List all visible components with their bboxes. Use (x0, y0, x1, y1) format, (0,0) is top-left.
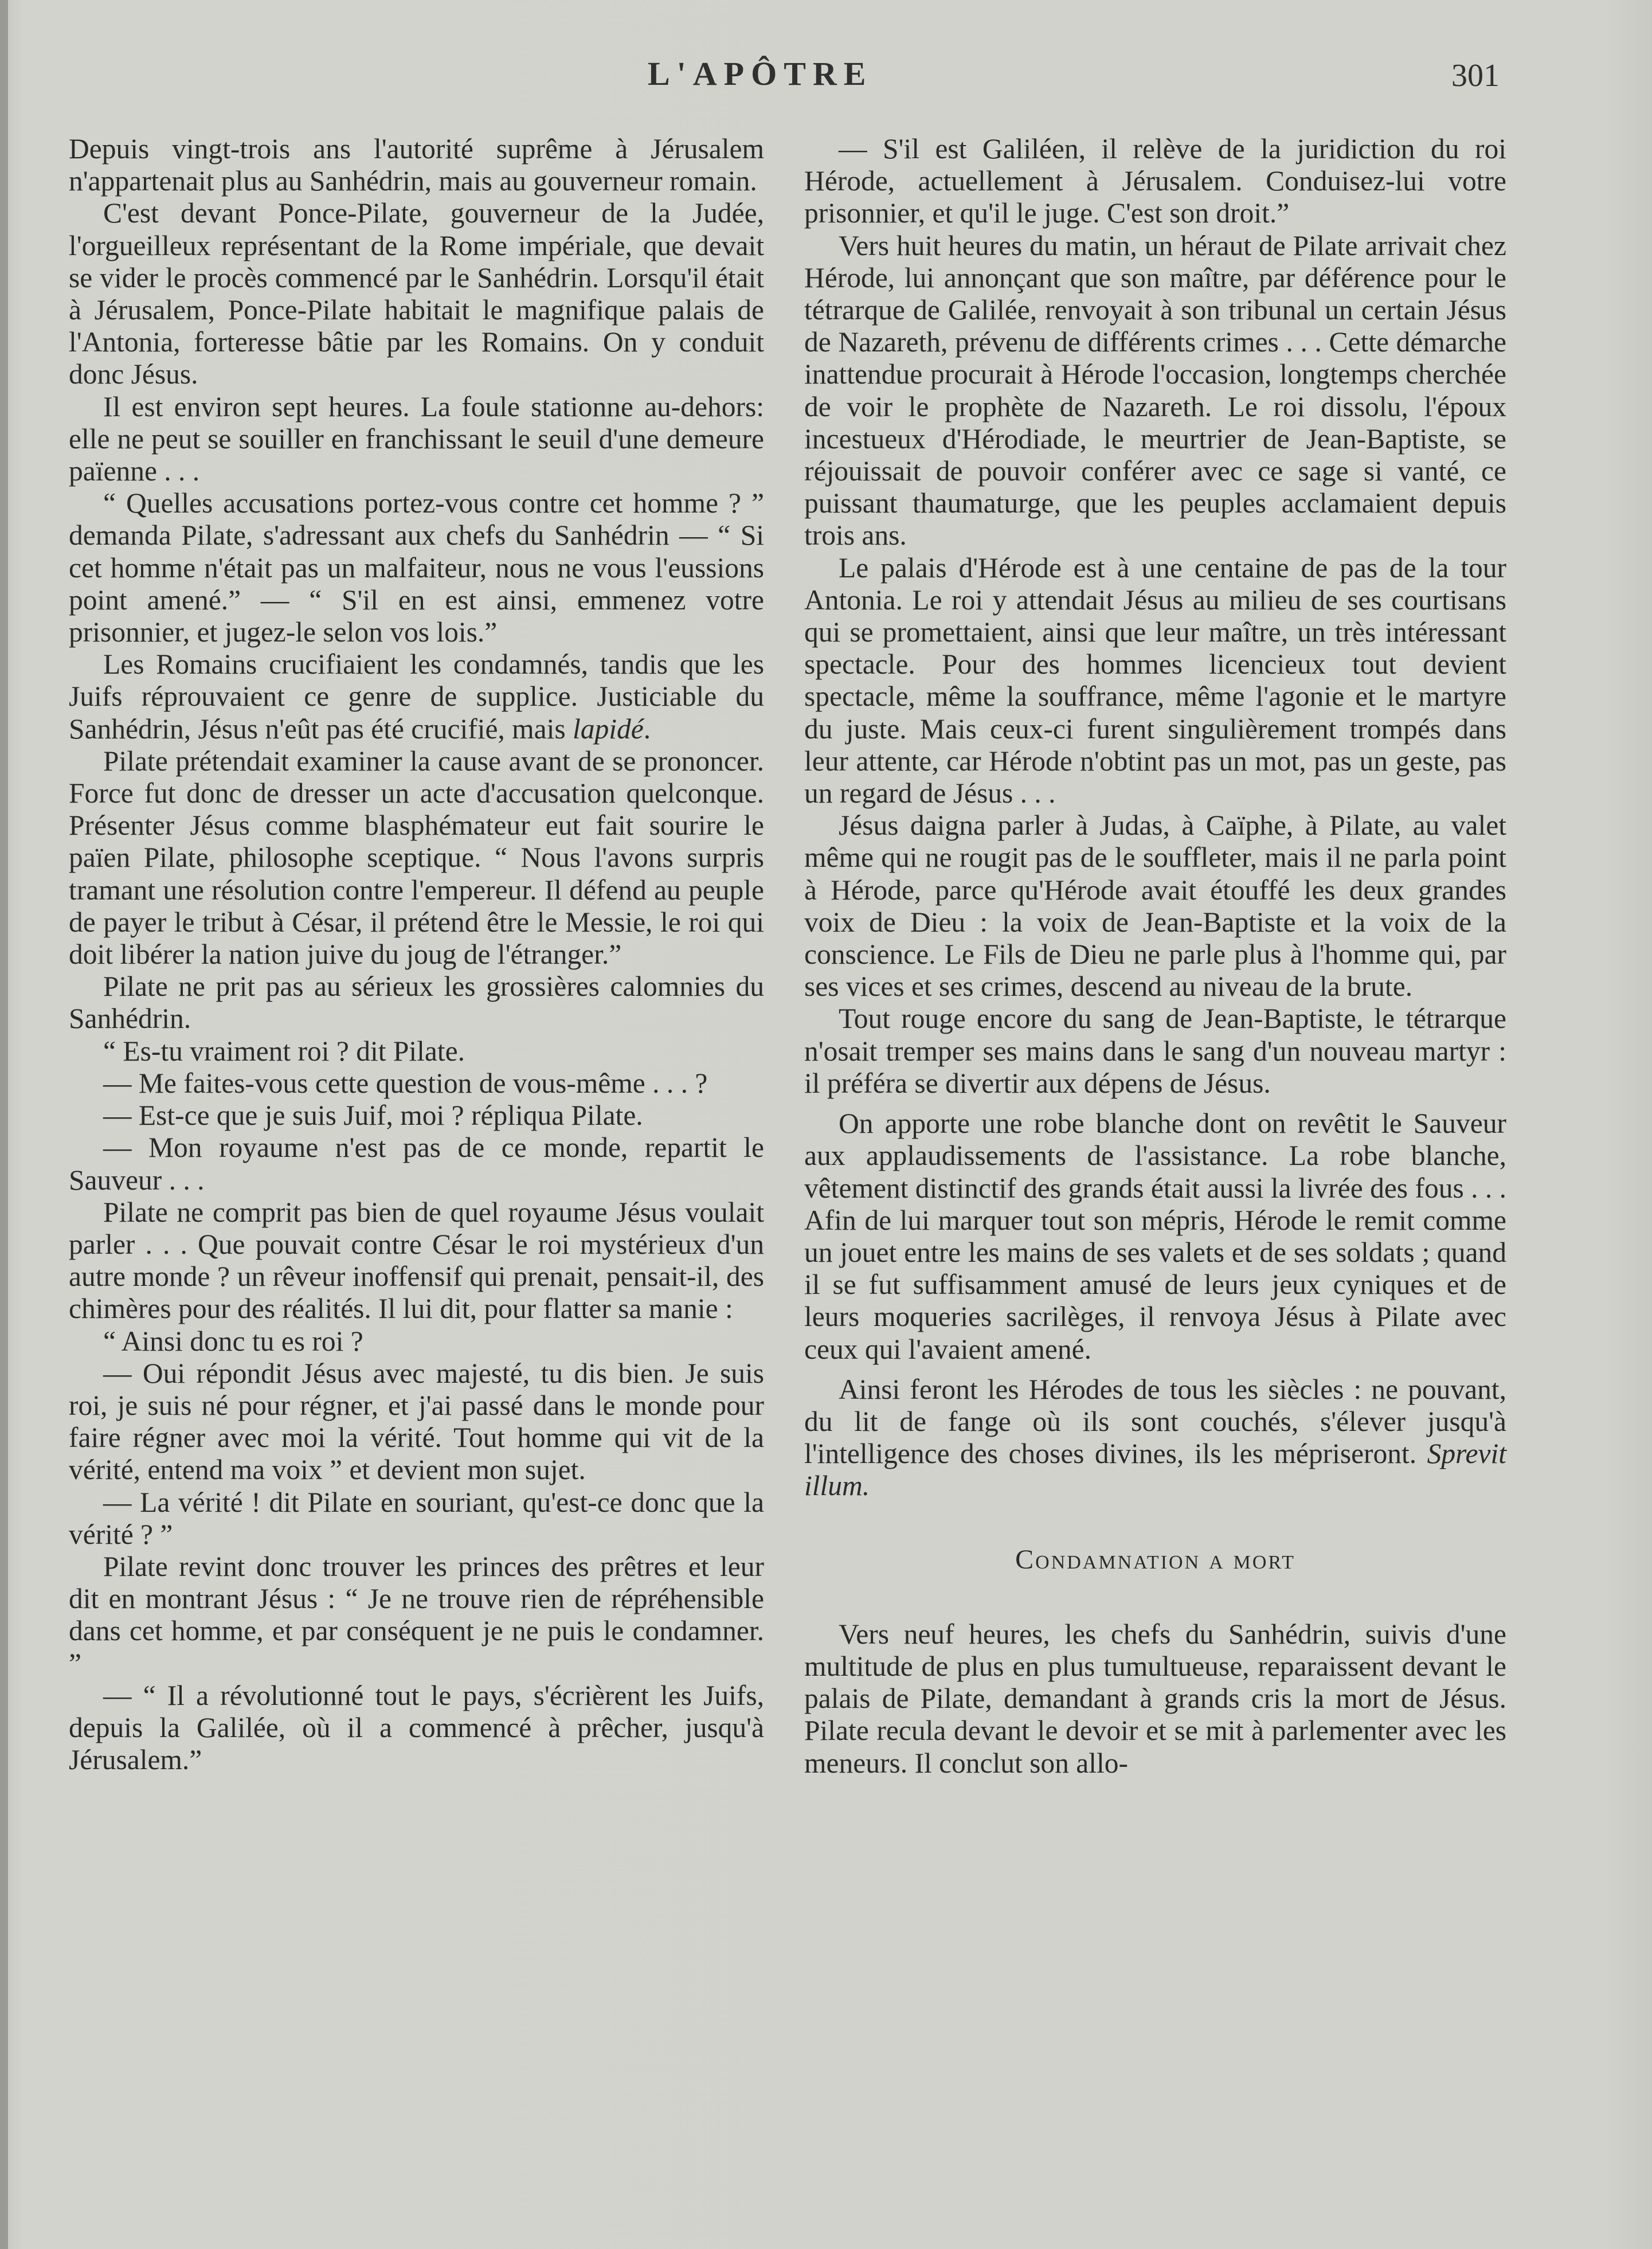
paragraph: Les Romains crucifiaient les condamnés, tandis que les Juifs réprouvaient ce genre de supplice. Justiciable du Sanhédrin, Jésus n'eût pas été crucifié, mais lapidé. (69, 648, 764, 745)
paragraph: “ Quelles accusations portez-vous contre cet homme ? ” demanda Pilate, s'adressant aux chefs du Sanhédrin — “ Si cet homme n'était pas un malfaiteur, nous ne vous l'eussions point amené.” — “ S'il en est ainsi, emmenez votre prisonnier, et jugez-le selon vos lois.” (69, 487, 764, 648)
paragraph: C'est devant Ponce-Pilate, gouverneur de la Judée, l'orgueilleux représentant de la Rome impériale, que devait se vider le procès commencé par le Sanhédrin. Lorsqu'il était à Jérusalem, Ponce-Pilate habitait le magnifique palais de l'Antonia, forteresse bâtie par les Romains. On y conduit donc Jésus. (69, 197, 764, 390)
right-column (804, 133, 1506, 1779)
paragraph: Vers neuf heures, les chefs du Sanhédrin, suivis d'une multitude de plus en plus tumultueuse, reparaissent devant le palais de Pilate, demandant à grands cris la mort de Jésus. Pilate recula devant le devoir et se mit à parlementer avec les meneurs. Il conclut son allo- (804, 1618, 1506, 1779)
paragraph: Vers huit heures du matin, un héraut de Pilate arrivait chez Hérode, lui annonçant que son maître, par déférence pour le tétrarque de Galilée, renvoyait à son tribunal un certain Jésus de Nazareth, prévenu de différents crimes . . . Cette démarche inattendue procurait à Hérode l'occasion, longtemps cherchée de voir le prophète de Nazareth. Le roi dissolu, l'époux incestueux d'Hérodiade, le meurtrier de Jean-Baptiste, se réjouissait de pouvoir conférer avec ce sage si vanté, ce puissant thaumaturge, que les peuples acclamaient depuis trois ans. (804, 229, 1506, 552)
paragraph: Il est environ sept heures. La foule stationne au-dehors: elle ne peut se souiller en franchissant le seuil d'une demeure païenne . . . (69, 390, 764, 487)
paragraph: “ Es-tu vraiment roi ? dit Pilate. (103, 1035, 465, 1067)
paragraph: — “ Il a révolutionné tout le pays, s'écrièrent les Juifs, depuis la Galilée, où il a commencé à prêcher, jusqu'à Jérusalem.” (69, 1679, 764, 1776)
paragraph: Pilate revint donc trouver les princes des prêtres et leur dit en montrant Jésus : “ Je ne trouve rien de répréhensible dans cet homme, et par conséquent je ne puis le condamner. ” (69, 1550, 764, 1679)
paragraph: Tout rouge encore du sang de Jean-Baptiste, le tétrarque n'osait tremper ses mains dans le sang d'un nouveau martyr : il préféra se divertir aux dépens de Jésus. (804, 1003, 1506, 1099)
paragraph: Pilate ne prit pas au sérieux les grossières calomnies du Sanhédrin. (69, 971, 764, 1035)
paragraph: Ainsi feront les Hérodes de tous les siècles : ne pouvant, du lit de fange où ils sont couchés, s'élever jusqu'à l'intelligence des choses divines, ils les mépriseront. Sprevit illum. (804, 1373, 1506, 1502)
paragraph: — Est-ce que je suis Juif, moi ? répliqua Pilate. (103, 1100, 643, 1132)
left-column (69, 133, 764, 1776)
paragraph: On apporte une robe blanche dont on revêtit le Sauveur aux applaudissements de l'assistance. La robe blanche, vêtement distinctif des grands était aussi la livrée des fous . . . Afin de lui marquer tout son mépris, Hérode le remit comme un jouet entre les mains de ses valets et de ses soldats ; quand il se fut suffisamment amusé de leurs jeux cyniques et de leurs moqueries sacrilèges, il renvoya Jésus à Pilate avec ceux qui l'avaient amené. (804, 1108, 1506, 1365)
paragraph: — Mon royaume n'est pas de ce monde, repartit le Sauveur . . . (69, 1132, 764, 1196)
paragraph: — Oui répondit Jésus avec majesté, tu dis bien. Je suis roi, je suis né pour régner, et j'ai passé dans le monde pour faire régner avec moi la vérité. Tout homme qui vit de la vérité, entend ma voix ” et devient mon sujet. (69, 1357, 764, 1486)
paragraph: Jésus daigna parler à Judas, à Caïphe, à Pilate, au valet même qui ne rougit pas de le souffleter, mais il ne parla point à Hérode, parce qu'Hérode avait étouffé les deux grandes voix de Dieu : la voix de Jean-Baptiste et la voix de la conscience. Le Fils de Dieu ne parle plus à l'homme qui, par ses vices et ses crimes, descend au niveau de la brute. (804, 809, 1506, 1003)
section-heading: Condamnation a mort (1015, 1544, 1295, 1575)
paragraph: — La vérité ! dit Pilate en souriant, qu'est-ce donc que la vérité ? ” (69, 1486, 764, 1550)
paragraph: Depuis vingt-trois ans l'autorité suprême à Jérusalem n'appartenait plus au Sanhédrin, mais au gouverneur romain. (69, 133, 764, 197)
paragraph: Le palais d'Hérode est à une centaine de pas de la tour Antonia. Le roi y attendait Jésus au milieu de ses courtisans qui se promettaient, ainsi que leur maître, un très intéressant spectacle. Pour des hommes licencieux tout devient spectacle, même la souffrance, même l'agonie et le martyre du juste. Mais ceux-ci furent singulièrement trompés dans leur attente, car Hérode n'obtint pas un mot, pas un geste, pas un regard de Jésus . . . (804, 552, 1506, 809)
paragraph: “ Ainsi donc tu es roi ? (103, 1325, 363, 1357)
page-number: 301 (1451, 58, 1500, 93)
running-title: L'APÔTRE (648, 55, 873, 92)
book-spine-shadow (0, 0, 8, 2249)
paragraph: Pilate prétendait examiner la cause avant de se prononcer. Force fut donc de dresser un acte d'accusation quelconque. Présenter Jésus comme blasphémateur eut fait sourire le païen Pilate, philosophe sceptique. “ Nous l'avons surpris tramant une résolution contre l'empereur. Il défend au peuple de payer le tribut à César, il prétend être le Messie, le roi qui doit libérer la nation juive du joug de l'étranger.” (69, 745, 764, 971)
paragraph: — Me faites-vous cette question de vous-même . . . ? (103, 1067, 708, 1099)
paragraph: Pilate ne comprit pas bien de quel royaume Jésus voulait parler . . . Que pouvait contre César le roi mystérieux d'un autre monde ? un rêveur inoffensif qui prenait, pensait-il, des chimères pour des réalités. Il lui dit, pour flatter sa manie : (69, 1196, 764, 1325)
paragraph: — S'il est Galiléen, il relève de la juridiction du roi Hérode, actuellement à Jérusalem. Conduisez-lui votre prisonnier, et qu'il le juge. C'est son droit.” (804, 133, 1506, 229)
